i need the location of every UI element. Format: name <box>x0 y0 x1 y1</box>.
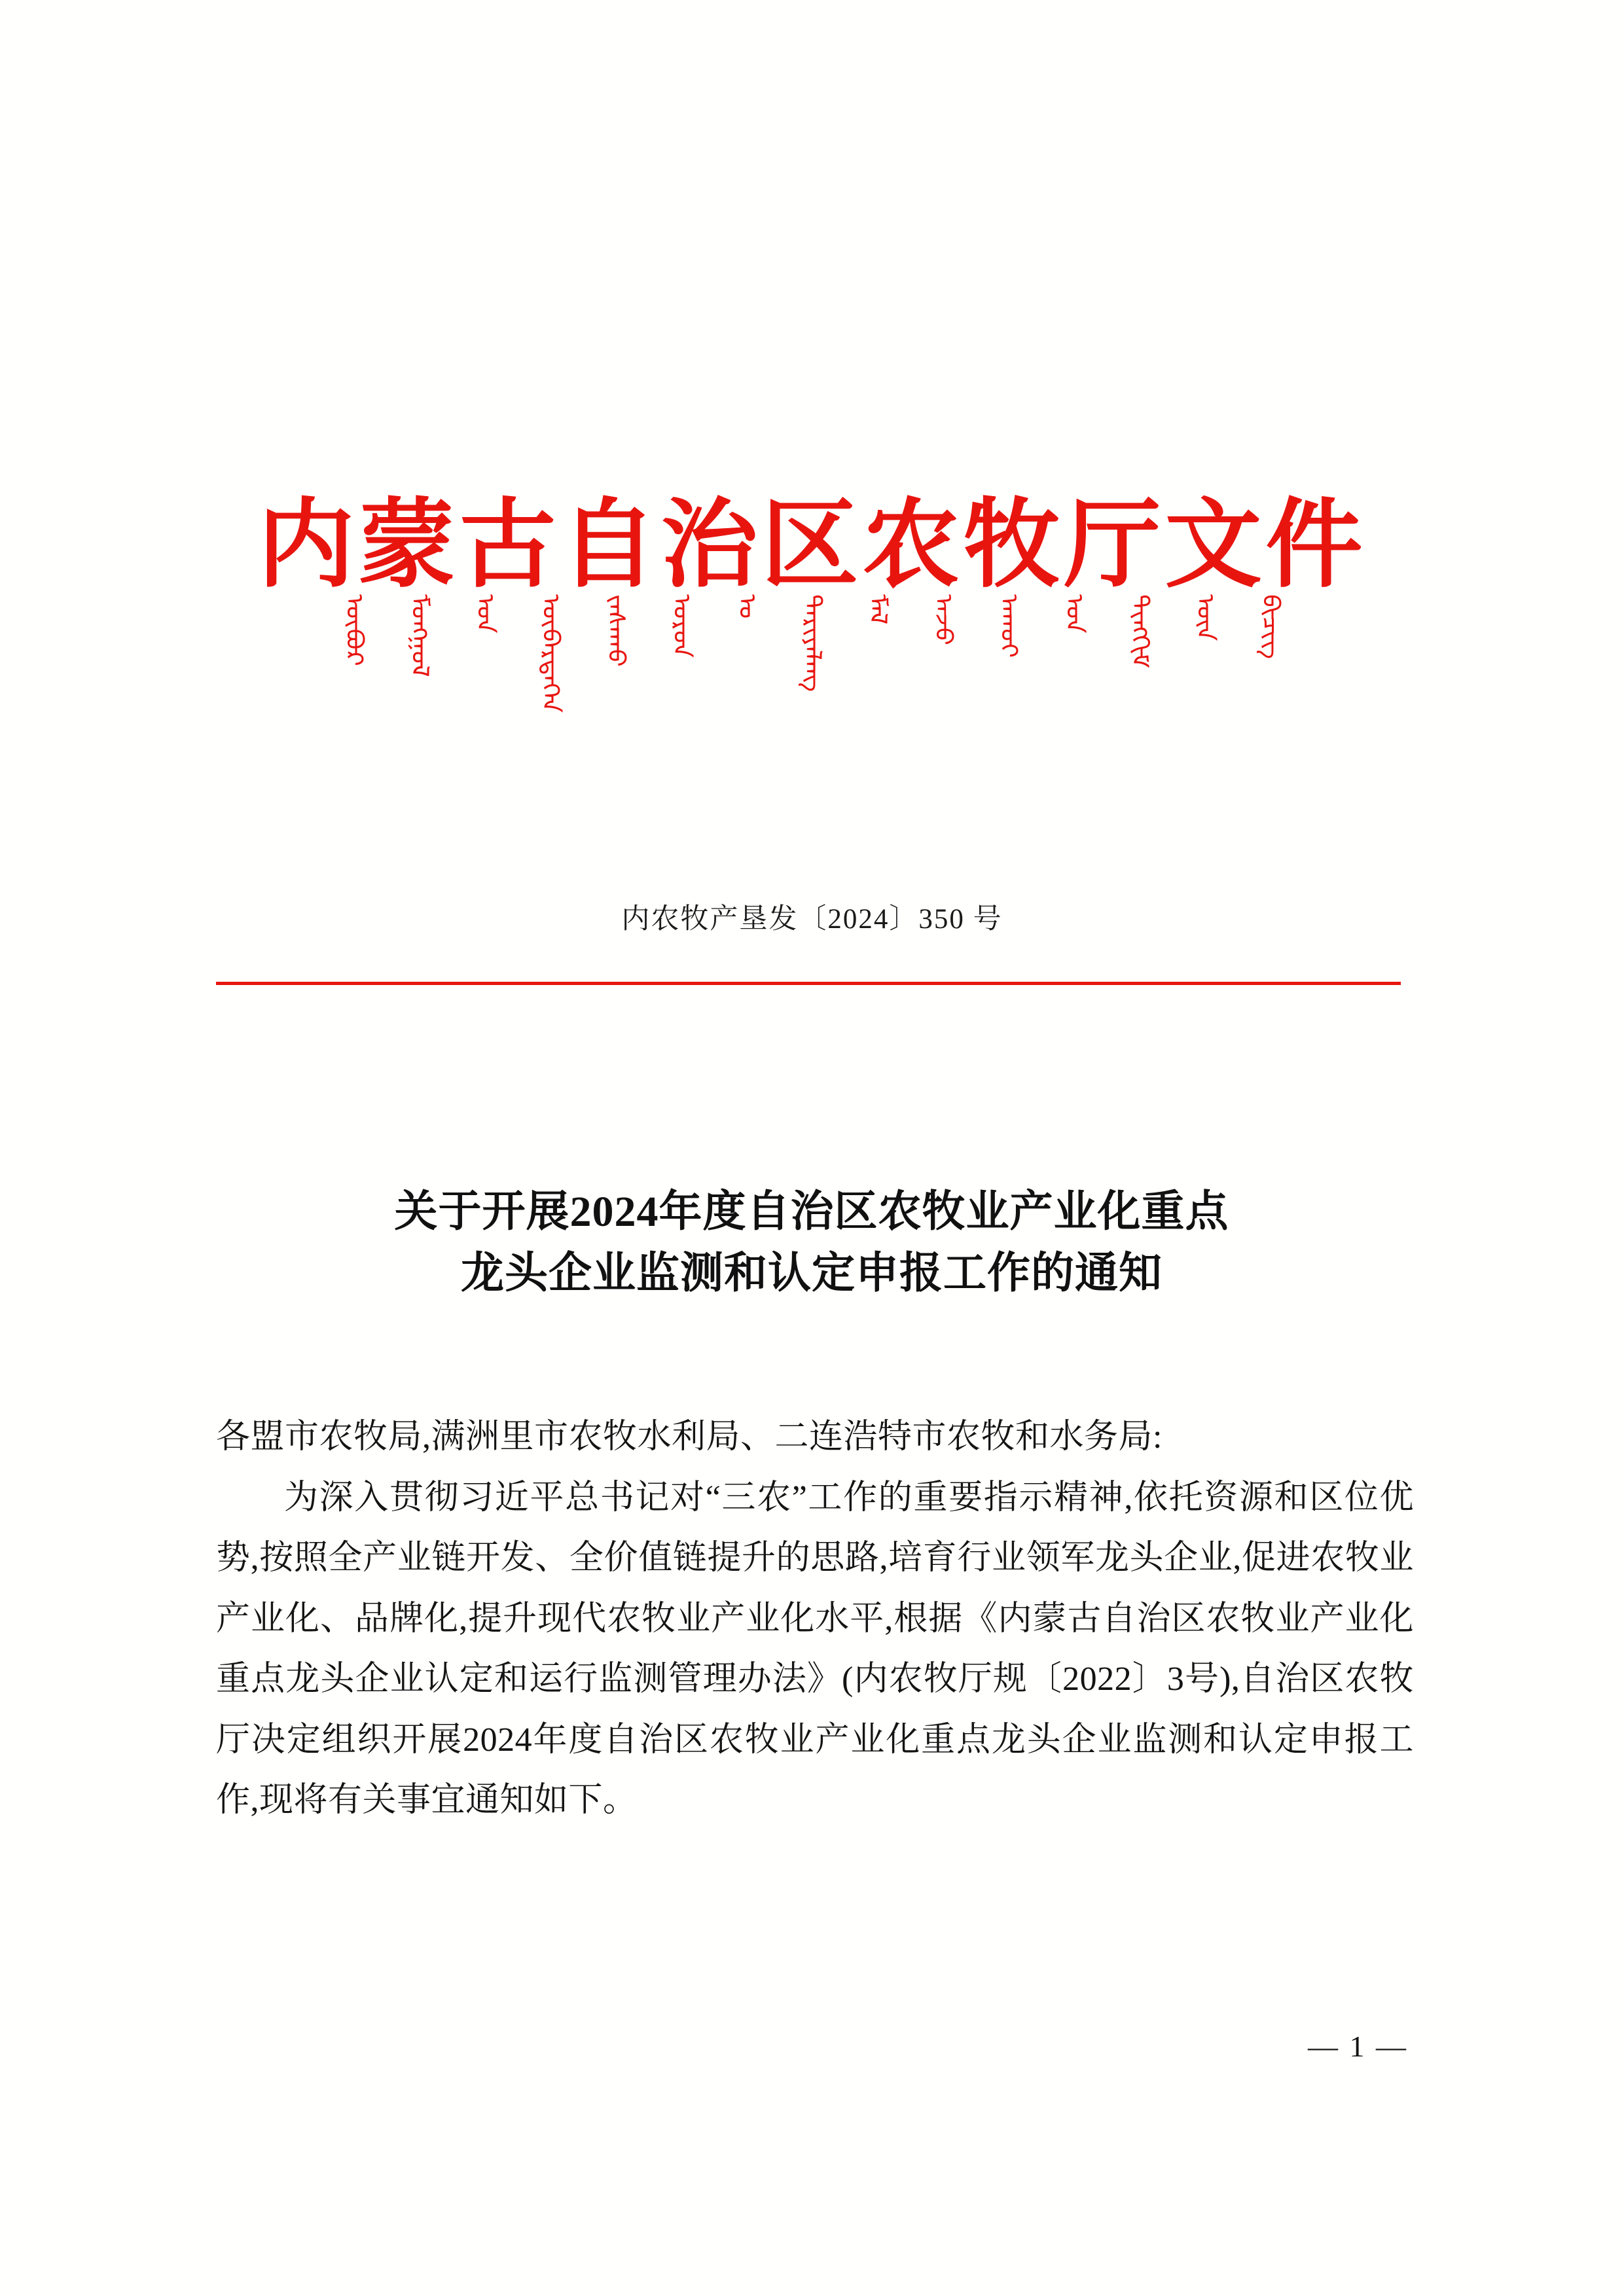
document-body <box>216 1407 1414 1831</box>
mongolian-glyph: ᠦᠪᠦᠷ <box>340 594 368 666</box>
addressee-line: 各盟市农牧局,满洲里市农牧水利局、二连浩特市农牧和水务局: <box>216 1418 1163 1456</box>
mongolian-glyph: ᠤᠨ <box>471 594 499 634</box>
page-title-line-1: 关于开展2024年度自治区农牧业产业化重点 <box>394 1188 1229 1236</box>
mongolian-glyph: ᠲᠢᠩᠬᠢᠮ <box>1125 594 1153 668</box>
mongolian-glyph: ᠤ <box>732 594 761 619</box>
mongolian-glyph: ᠤᠨ <box>1060 594 1088 634</box>
mongolian-glyph: ᠠᠬᠤᠢ <box>994 594 1022 658</box>
mongolian-glyph: ᠦᠨ <box>1191 594 1219 641</box>
page-number: — 1 — <box>1308 2030 1408 2063</box>
mongolian-glyph: ᠠᠵᠤ <box>929 594 957 645</box>
page-title <box>196 1181 1427 1304</box>
page-title-line-2: 龙头企业监测和认定申报工作的通知 <box>461 1249 1163 1297</box>
body-paragraph-1: 为深入贯彻习近平总书记对“三农”工作的重要指示精神,依托资源和区位优势,按照全产业链开发、全价值链提升的思路,培育行业领军龙头企业,促进农牧业产业化、品牌化,提升现代农牧业产业化水平,根据《内蒙古自治区农牧业产业化重点龙头企业认定和运行监测管理办法》(内农牧厅规〔2022〕3号),自治区农牧厅决定组织开展2024年度自治区农牧业产业化重点龙头企业监测和认定申报工作,现将有关事宜通知如下。 <box>216 1479 1414 1820</box>
mongolian-glyph: ᠮᠣᠩᠭᠣᠯ <box>405 594 433 677</box>
masthead-mongolian-script <box>0 594 1624 719</box>
mongolian-glyph: ᠮᠠᠯ <box>863 594 892 625</box>
mongolian-glyph: ᠪᠢᠴᠢᠭ <box>1256 594 1284 660</box>
mongolian-glyph: ᠵᠠᠰᠠᠬᠤ <box>602 594 630 667</box>
red-divider-rule <box>216 982 1401 985</box>
masthead-title: 内蒙古自治区农牧厅文件 <box>257 492 1367 600</box>
mongolian-glyph: ᠲᠠᠷᠢᠶᠠᠯᠠᠩ <box>798 594 826 692</box>
document-number: 内农牧产垦发〔2024〕350 号 <box>621 904 1003 935</box>
masthead <box>0 492 1624 719</box>
mongolian-glyph: ᠣᠷᠣᠨ <box>667 594 695 658</box>
mongolian-glyph: ᠥᠪᠡᠷᠲᠡᠭᠡᠨ <box>536 594 564 713</box>
